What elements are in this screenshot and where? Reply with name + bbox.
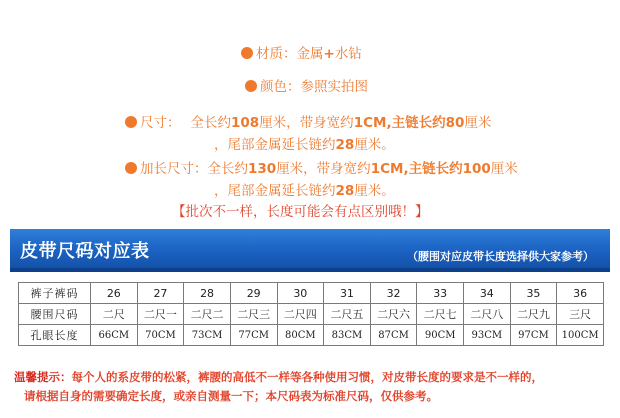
reminder-label: 温馨提示： (14, 370, 72, 384)
reminder-section (14, 368, 614, 406)
size-text-c: ,主链长约 (386, 115, 446, 131)
extended-size-line-2 (214, 182, 395, 200)
size-chart-title: 皮带尺码对应表 (20, 241, 150, 262)
table-cell: 70CM (137, 325, 184, 346)
table-cell: 33 (417, 283, 464, 304)
size-chart-banner (10, 229, 610, 272)
table-cell: 73CM (184, 325, 231, 346)
color-value: 参照实拍图 (300, 79, 368, 95)
size-total-length: 108 (231, 115, 260, 131)
material-value-b: 水钻 (334, 46, 362, 62)
table-row (19, 283, 604, 304)
table-row (19, 325, 604, 346)
table-cell: 二尺三 (230, 304, 277, 325)
color-label: 颜色： (260, 79, 301, 95)
table-cell: 100CM (557, 325, 604, 346)
table-cell: 30 (277, 283, 324, 304)
extended-label: 加长尺寸： (140, 161, 208, 177)
table-cell: 80CM (277, 325, 324, 346)
table-cell: 29 (230, 283, 277, 304)
bullet-dot-icon (125, 116, 137, 128)
table-cell: 77CM (230, 325, 277, 346)
table-cell: 26 (91, 283, 138, 304)
extended-ext-length: 28 (335, 183, 355, 199)
material-label: 材质： (256, 46, 297, 62)
table-cell: 93CM (464, 325, 511, 346)
size-table (18, 282, 604, 346)
size-line-1 (125, 114, 491, 132)
table-cell: 二尺 (91, 304, 138, 325)
table-cell: 二尺九 (510, 304, 557, 325)
size-chain-length: 80 (445, 115, 465, 131)
color-line (245, 78, 368, 96)
table-cell: 27 (137, 283, 184, 304)
reminder-text-1: 每个人的系皮带的松紧，裤腰的高低不一样等各种使用习惯，对皮带长度的要求是不一样的， (71, 370, 543, 384)
table-cell: 83CM (324, 325, 371, 346)
extended-ext-text-a: ，尾部金属延长链约 (214, 183, 336, 199)
table-cell: 35 (510, 283, 557, 304)
extended-size-line-1 (125, 160, 518, 178)
table-cell: 31 (324, 283, 371, 304)
extended-text-a: 全长约 (207, 161, 248, 177)
table-cell: 97CM (510, 325, 557, 346)
table-cell: 二尺六 (370, 304, 417, 325)
extended-text-b: 厘米，带身宽约 (276, 161, 371, 177)
table-cell: 36 (557, 283, 604, 304)
table-cell: 90CM (417, 325, 464, 346)
size-ext-text-b: 厘米。 (354, 137, 395, 153)
row-label-waist-size: 腰围尺码 (19, 304, 91, 325)
table-cell: 二尺八 (464, 304, 511, 325)
size-width: 1CM (353, 115, 387, 131)
size-text-d: 厘米 (464, 115, 492, 131)
row-label-hole-length: 孔眼长度 (19, 325, 91, 346)
bullet-dot-icon (125, 162, 137, 174)
bullet-dot-icon (245, 80, 257, 92)
size-line-2 (214, 136, 395, 154)
extended-text-c: ,主链长约 (403, 161, 463, 177)
table-cell: 87CM (370, 325, 417, 346)
table-cell: 二尺四 (277, 304, 324, 325)
table-cell: 66CM (91, 325, 138, 346)
reminder-line-2 (14, 387, 614, 406)
extended-text-d: 厘米 (490, 161, 518, 177)
bullet-dot-icon (241, 47, 253, 59)
batch-note: 【批次不一样，长度可能会有点区别哦！】 (172, 204, 429, 220)
reminder-text-2: 请根据自身的需要确定长度，或亲自测量一下；本尺码表为标准尺码，仅供参考。 (24, 389, 438, 403)
material-value-a: 金属 (296, 46, 324, 62)
table-cell: 二尺一 (137, 304, 184, 325)
size-text-a: 全长约 (190, 115, 231, 131)
material-plus: + (323, 46, 335, 62)
material-line (241, 45, 362, 63)
table-cell: 二尺二 (184, 304, 231, 325)
table-cell: 三尺 (557, 304, 604, 325)
extended-chain-length: 100 (462, 161, 491, 177)
size-ext-text-a: ，尾部金属延长链约 (214, 137, 336, 153)
size-chart-subtitle: （腰围对应皮带长度选择供大家参考） (407, 250, 594, 263)
reminder-line-1 (14, 368, 614, 387)
table-cell: 32 (370, 283, 417, 304)
table-cell: 28 (184, 283, 231, 304)
size-ext-length: 28 (335, 137, 355, 153)
table-cell: 二尺七 (417, 304, 464, 325)
extended-width: 1CM (370, 161, 404, 177)
table-row (19, 304, 604, 325)
size-label: 尺寸： (140, 115, 181, 131)
extended-ext-text-b: 厘米。 (354, 183, 395, 199)
size-text-b: 厘米，带身宽约 (259, 115, 354, 131)
table-cell: 34 (464, 283, 511, 304)
table-cell: 二尺五 (324, 304, 371, 325)
extended-total-length: 130 (248, 161, 277, 177)
row-label-pants-size: 裤子裤码 (19, 283, 91, 304)
